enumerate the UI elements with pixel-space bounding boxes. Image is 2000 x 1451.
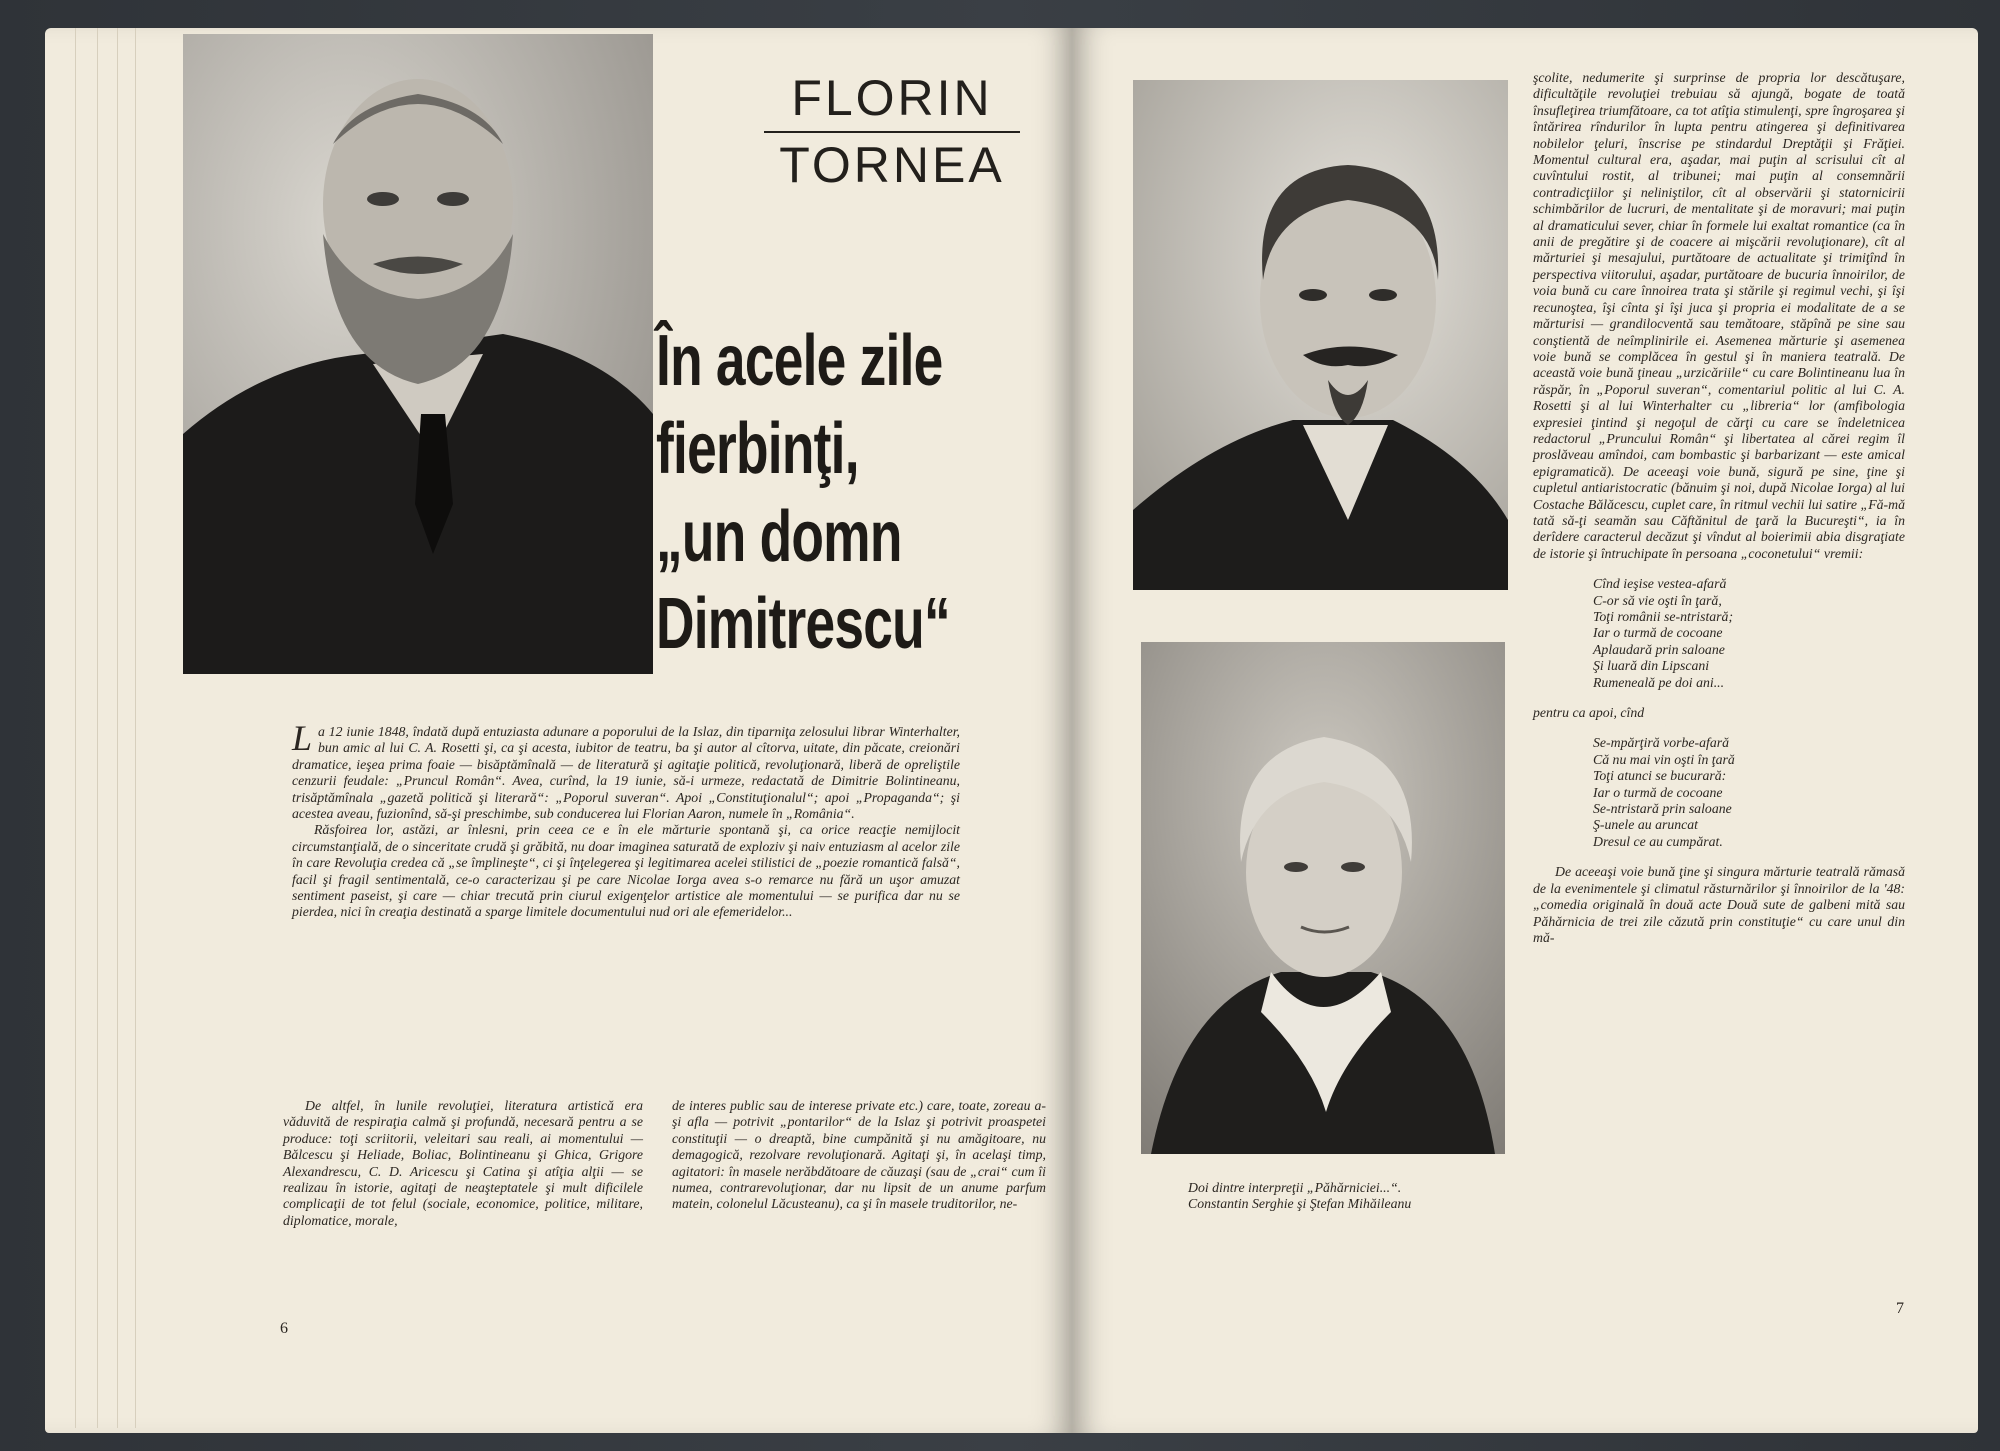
poem-line: Toţi atunci se bucurară:	[1593, 768, 1727, 784]
page-edges	[45, 28, 155, 1428]
poem-line: Dresul ce au cumpărat.	[1593, 833, 1723, 849]
portrait-photo-serghie	[1133, 80, 1508, 590]
author-last-name: TORNEA	[779, 136, 1005, 193]
drop-cap: L	[292, 718, 313, 758]
lead-paragraphs	[292, 718, 960, 921]
headline-line: Dimitrescu“	[656, 584, 950, 665]
body-column-middle: de interes public sau de interese private etc.) care, toate, zoreau a-şi afla — potrivit „pontarilor“ de la Islaz şi potrivit proaspetei constituţii — o dreaptă, bine cumpănită şi nu amăgitoare, nu demagogică, rezolvare revoluţionară. Agitaţi şi, în acelaşi timp, agitatori: în masele nerăbdătoare de căuzaşi (sau de „crai“ cum îi numea, contrarevoluţionar, dar nu lipsit de un anume parfum matein, colonelul Lăcusteanu), ca şi în masele truditorilor, ne-	[672, 1098, 1046, 1212]
page-number-right: 7	[1896, 1300, 1904, 1317]
poem-line: Iar o turmă de cocoane	[1593, 625, 1723, 641]
lead-paragraph: Răsfoirea lor, astăzi, ar înlesni, prin ceea ce e în ele mărturie spontană şi, ca orice reacţie nemijlocit circumstanţială, de o sinceritate crudă şi grăbită, nu doar imaginea saturată de exploziv şi naiv entuziasm al acelor zile în care Revoluţia credea că „se împlineşte“, ci şi înţelegerea şi legitimarea acelei stilistici de „poezie romantică falsă“, facil şi fragil sentimentală, ce-o caracterizau şi pe care Nicolae Iorga avea s-o remarce nu fără un uşor amuzat sentiment paseist, şi care — chiar trecută prin ciurul exigenţelor artistice ale momentului — se purifica dar nu se pierdea, nici în creaţia destinată a sparge limitele documentului nud ori ale efemeridelor...	[292, 822, 960, 920]
photo-caption	[1188, 1180, 1512, 1213]
poem-line: Iar o turmă de cocoane	[1593, 784, 1723, 800]
caption-line: Constantin Serghie şi Ştefan Mihăileanu	[1188, 1196, 1412, 1212]
headline-line: „un domn	[656, 496, 902, 577]
poem-line: Se-ntristară prin saloane	[1593, 801, 1732, 817]
headline-line: În acele zile	[656, 321, 943, 401]
poem-stanza-1	[1533, 576, 1905, 691]
caption-line: Doi dintre interpreţii „Păhărniciei...“.	[1188, 1180, 1402, 1195]
author-name	[760, 72, 1024, 191]
poem-line: Că nu mai vin oşti în ţară	[1593, 751, 1735, 767]
poem-line: Toţi românii se-ntristară;	[1593, 609, 1734, 624]
poem-line: Ş-unele au aruncat	[1593, 817, 1698, 833]
body-paragraph: şcolite, nedumerite şi surprinse de propria lor descătuşare, dificultăţile revoluţiei trebuiau să ajungă, bogate de toată însufleţirea triumfătoare, ca tot atîţia stimulenţi, spre îngroşarea şi întărirea rîndurilor în lupta pentru atingerea şi definitivarea nobilelor ţeluri, înscrise pe stindardul Dreptăţii şi Frăţiei. Momentul cultural era, aşadar, mai puţin al scrisului cît al cuvîntului rostit, al tribunei; mai puţin al consemnării contradicţiilor şi neliniştilor, cît al observării şi statornicirii schimbărilor de lucruri, de mentalitate şi de moravuri; mai puţin al dramaticului sever, chiar în formele lui exaltat romantice (ca în anii de pregătire şi de coacere ai mişcării revoluţionare), cît al mărturiei şi mesajului, purtătoare de actualitate şi trimiţînd în perspectiva viitorului, aşadar, purtătoare de bucuria înnoirilor, de voia bună cu care înnoirea trata şi stările şi regimul vechi, şi îşi recunoştea, îşi cînta şi îşi juca şi propria ei modalitate de a se mărturisi — grandilocventă sau temătoare, stăpînă pe sine sau conştientă de neîmplinirile ei. Asemenea mărturie şi asemenea voie bună se complăcea în gestul şi în maniera teatrală. De această voie bună ţineau „urzicăriile“ cu care Bolintineanu lua în răspăr, în „Poporul suveran“, comentariul politic al lui C. A. Rosetti şi al lui Winterhalter cu „libreria“ lor (amfibologia expresiei ţintind şi negoţul de cărţi cu care se îndeletnicea redactorul „Pruncului Român“ şi libertatea al cărei regim îl proslăveau amîndoi, cam bombastic şi barbarizant — este amical epigramatică). De aceeaşi voie bună, sigură pe sine, ţine şi cupletul antiaristocratic (bănuim şi noi, după Nicolae Iorga) al lui Costache Bălăcescu, cuplet care, în ritmul vechii lui satire „Fă-mă tată să-ţi seamăn sau Căftănitul de ţară la Bucureşti“, ia în derîdere caracterul decăzut şi vîndut al boierimii abia disgraţiate de istorie şi întruchipate în persoana „coconetului“ vremii:	[1533, 70, 1905, 561]
poem-line: Aplaudară prin saloane	[1593, 641, 1725, 657]
body-column-right	[1533, 70, 1905, 946]
body-paragraph: pentru ca apoi, cînd	[1533, 705, 1645, 721]
poem-line: C-or să vie oşti în ţară,	[1593, 592, 1722, 608]
portrait-photo-dimitrescu	[183, 34, 653, 674]
portrait-photo-mihaileanu	[1141, 642, 1505, 1154]
body-paragraph: De aceeaşi voie bună ţine şi singura mărturie teatrală rămasă de la evenimentele şi climatul răsturnărilor şi înnoirilor de la '48: „comedia originală în două acte Două sute de galbeni mită sau Păhărnicia de trei zile căzută prin constituţie“ cu care unul din mă-	[1533, 864, 1905, 945]
page-number-left: 6	[280, 1320, 288, 1337]
author-rule	[764, 131, 1020, 133]
article-headline	[656, 318, 952, 669]
lead-paragraph: a 12 iunie 1848, îndată după entuziasta adunare a poporului de la Islaz, din tiparniţa zelosului librar Winterhalter, bun amic al lui C. A. Rosetti şi, ca şi acesta, iubitor de teatru, ba şi autor al cîtorva, uitate, din păcate, creionări dramatice, ieşea prima foaie — bisăptămînală — de literatură şi agitaţie politică, revoluţionară, liberă de opreliştile cenzurii feudale: „Pruncul Român“. Avea, curînd, la 19 iunie, să-i urmeze, redactată de Dimitrie Bolintineanu, trisăptămînala „gazetă politică şi literară“: „Poporul suveran“. Apoi „Constituţionalul“; apoi „Propaganda“; şi acestea aveau, fuzionînd, să-şi preschimbe, sub conducerea lui Florian Aaron, numele în „România“.	[292, 724, 960, 822]
poem-line: Şi luară din Lipscani	[1593, 658, 1710, 674]
poem-stanza-2	[1533, 735, 1905, 850]
poem-line: Rumeneală pe doi ani...	[1593, 674, 1725, 690]
poem-line: Cînd ieşise vestea-afară	[1593, 576, 1727, 592]
headline-line: fierbinţi,	[656, 408, 859, 489]
body-column-left: De altfel, în lunile revoluţiei, literatura artistică era văduvită de respiraţia calmă şi profundă, necesară pentru a se produce: toţi scriitorii, veleitari sau reali, ai momentului — Bălcescu şi Heliade, Boliac, Bolintineanu şi Ghica, Grigore Alexandrescu, C. D. Aricescu şi Catina şi atîţia alţii — se realizau în istorie, agitaţi de neaşteptatele şi mult dificilele complicaţii de tot felul (sociale, economice, politice, militare, diplomatice, morale,	[283, 1098, 643, 1228]
author-first-name: FLORIN	[791, 70, 993, 126]
poem-line: Se-mpărţiră vorbe-afară	[1593, 735, 1730, 751]
